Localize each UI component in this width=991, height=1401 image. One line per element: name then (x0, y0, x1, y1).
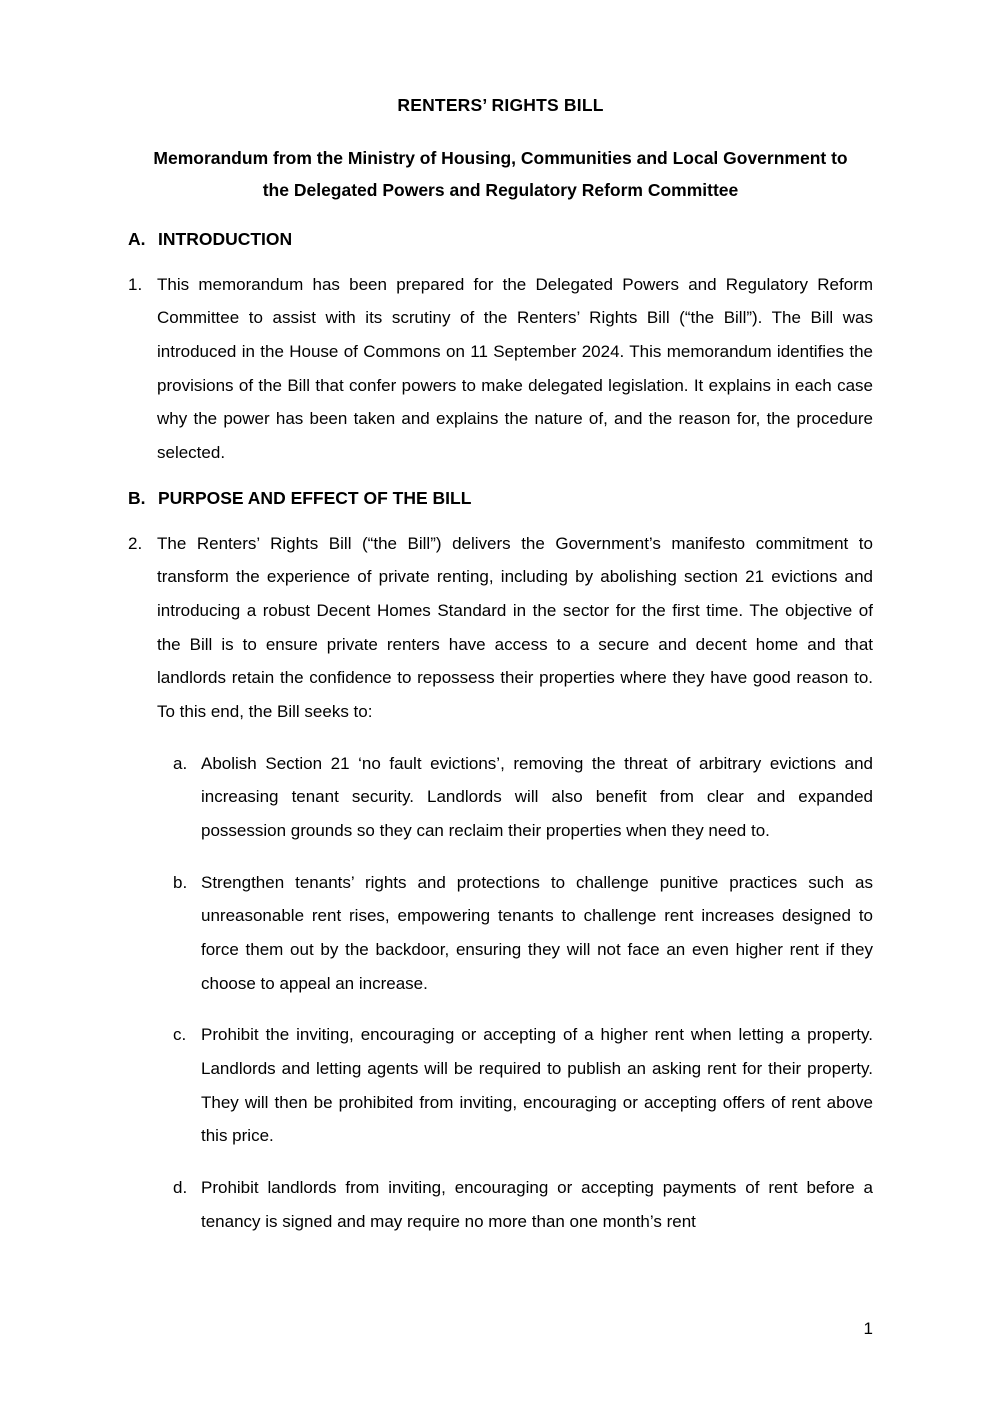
paragraph-2 (128, 527, 873, 729)
paragraph-text: The Renters’ Rights Bill (“the Bill”) delivers the Government’s manifesto commitment to transform the experience of private renting, including by abolishing section 21 evictions and introducing a robust Decent Homes Standard in the sector for the first time. The objective of the Bill is to ensure private renters have access to a secure and decent home and that landlords retain the confidence to repossess their properties where they have good reason to. To this end, the Bill seeks to: (157, 533, 873, 721)
paragraph-number: 1. (128, 274, 143, 294)
list-item-text: Abolish Section 21 ‘no fault evictions’, removing the threat of arbitrary evictions and increasing tenant security. Landlords will also benefit from clear and expanded possession grounds so they can reclaim their properties when they need to. (201, 753, 873, 840)
section-letter: A. (128, 228, 146, 249)
list-item-marker: c. (173, 1025, 187, 1045)
section-heading-purpose-and-effect (128, 488, 873, 509)
list-item-text: Strengthen tenants’ rights and protections to challenge punitive practices such as unreasonable rent rises, empowering tenants to challenge rent increases designed to force them out by the backdoor, ensuring they will not face an even higher rent if they choose to appeal an increase. (201, 872, 873, 993)
list-item (128, 1018, 873, 1153)
list-item (128, 747, 873, 848)
list-item-text: Prohibit landlords from inviting, encouraging or accepting payments of rent before a tenancy is signed and may require no more than one month’s rent (201, 1177, 873, 1231)
list-item-marker: b. (173, 872, 188, 892)
list-item-text: Prohibit the inviting, encouraging or accepting of a higher rent when letting a property. Landlords and letting agents will be required to publish an asking rent for their property. They will then be prohibited from inviting, encouraging or accepting offers of rent above this price. (201, 1025, 873, 1146)
sub-list (128, 747, 873, 1239)
document-title: RENTERS’ RIGHTS BILL (397, 95, 604, 115)
list-item-marker: d. (173, 1177, 188, 1197)
section-title: INTRODUCTION (158, 228, 293, 249)
section-heading-introduction (128, 229, 873, 250)
list-item (128, 1171, 873, 1238)
page-number: 1 (863, 1319, 873, 1338)
section-letter: B. (128, 487, 146, 508)
list-item (128, 866, 873, 1001)
list-item-marker: a. (173, 753, 188, 773)
section-title: PURPOSE AND EFFECT OF THE BILL (158, 487, 472, 508)
document-subtitle: Memorandum from the Ministry of Housing, Communities and Local Government to the Delegated Powers and Regulatory Reform Committee (153, 148, 848, 201)
paragraph-number: 2. (128, 533, 143, 553)
paragraph-1 (128, 268, 873, 470)
paragraph-text: This memorandum has been prepared for the Delegated Powers and Regulatory Reform Committee to assist with its scrutiny of the Renters’ Rights Bill (“the Bill”). The Bill was introduced in the House of Commons on 11 September 2024. This memorandum identifies the provisions of the Bill that confer powers to make delegated legislation. It explains in each case why the power has been taken and explains the nature of, and the reason for, the procedure selected. (157, 274, 873, 463)
